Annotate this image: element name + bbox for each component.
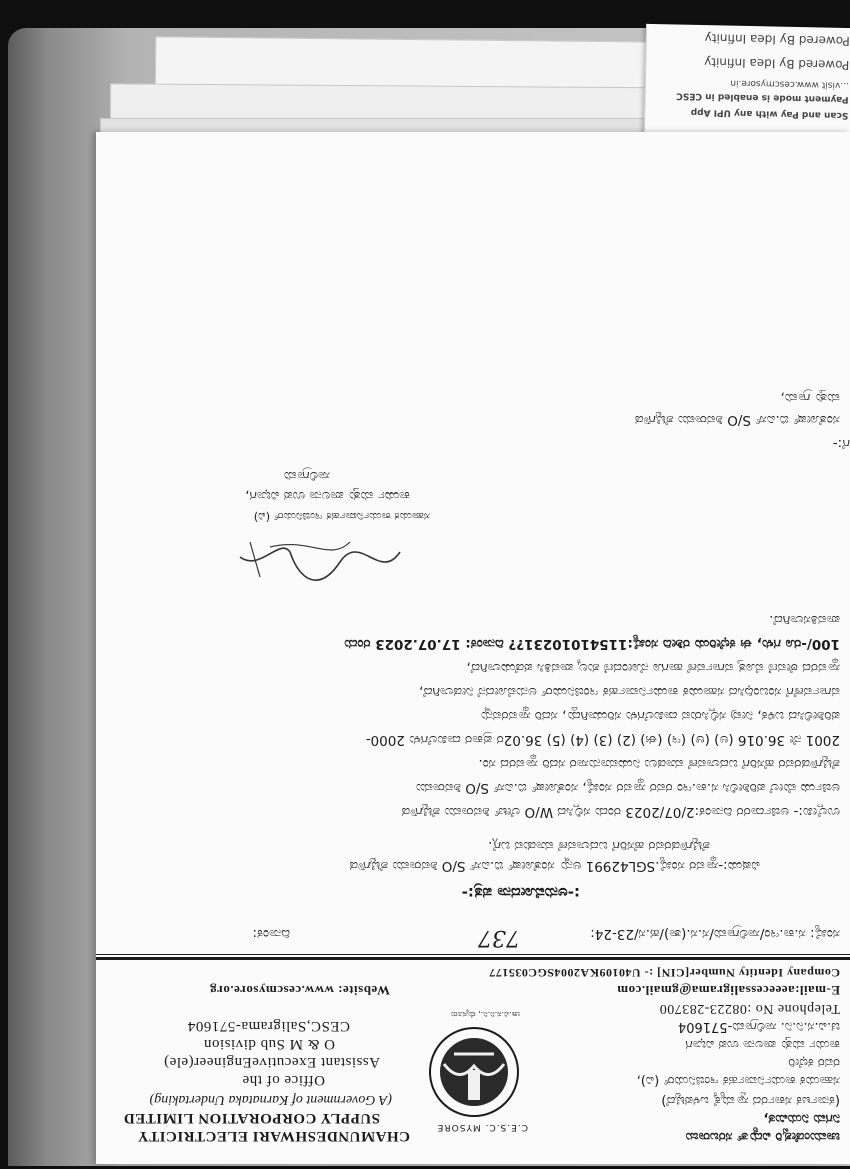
addressee-place: ಮತ್ತು ಗ್ರಾಮ, bbox=[780, 390, 840, 406]
body-line: 2001 ನೇ 36.016 (ಅ) (ಆ) (ಇ) (ಈ) (2) (3) (4) (5) 36.02ರ ಪ್ರಕಾರ ದಾಖಲೆಗಳು 2000- bbox=[365, 732, 840, 748]
date-label: ದಿನಾಂಕ: bbox=[252, 926, 290, 942]
header-divider bbox=[96, 957, 850, 960]
subject-line: ಶೆಟ್ಟಿಗೌಡರವರ ಹೆಸರಿಗೆ ಬದಲಾವಣೆ ಮಾಡುವ ಬಗ್ಗೆ. bbox=[488, 838, 710, 854]
office-kn: ರವರ ಕಛೇರಿ bbox=[788, 1055, 840, 1070]
office-kn: ಕಾರ್ಯ ಮತ್ತು ಪಾಲನಾ ಉಪ ವಿಭಾಗ bbox=[685, 1037, 840, 1052]
office-en: CESC,Saligrama-571604 bbox=[187, 1018, 350, 1034]
body-line: ಸ್ಥಾವರದ ಠೇವಣಿ ಮೊತ್ತ ವರ್ಗಾವಣೆ ಹಾಗೂ ನೋಂದಣಿ ಶುಲ್ಕ ಪಾವತಿಸಿ ಪಡೆಯಲಾಗಿದೆ, bbox=[466, 660, 840, 676]
signature-icon bbox=[210, 522, 410, 592]
org-name-kn: ಚಾಮುಂಡೇಶ್ವರಿ ವಿದ್ಯುತ್ ಸರಬರಾಜು bbox=[685, 1129, 840, 1144]
addressee-name: ಸಂತೋಷ್ ಬಿ.ಎಸ್ S/O ಶಿವರಾಮು ಶೆಟ್ಟಿಗೌಡ bbox=[634, 412, 840, 428]
phone-number: Telephone No :08223-283700 bbox=[659, 1001, 840, 1016]
logo-subcaption: ಚಾ.ವಿ.ಸ.ನಿ.ನಿ., ಮೈಸೂರು bbox=[450, 1010, 520, 1019]
cesc-logo-icon bbox=[424, 1024, 524, 1124]
signatory-title: ಸಹಾಯಕ ಕಾರ್ಯನಿರ್ವಾಹಕ ಇಂಜಿನಿಯರ್ (ವಿ) bbox=[253, 510, 430, 524]
approval-letter-title: :-ಅನುಮೋದನಾ ಪತ್ರ:- bbox=[461, 884, 580, 902]
receipt-line: Powered By Idea Infinity bbox=[704, 31, 850, 49]
receipt-line: ...visit www.cescmysore.in bbox=[730, 77, 850, 91]
office-en: Assistant ExecutiveEngineer(ele) bbox=[163, 1054, 380, 1070]
office-en: Office of the bbox=[242, 1072, 325, 1088]
receipt-line: Payment mode is enabled in CESC bbox=[676, 90, 849, 105]
org-name-en: CHAMUNDESHWARI ELECTRICITY bbox=[137, 1128, 410, 1144]
company-cin: Company Identity Number[CIN] :- U40109KA2004SGC035177 bbox=[488, 966, 840, 980]
org-govt-en: (A Government of Karnataka Undertaking) bbox=[149, 1092, 392, 1107]
signatory-place: ಸಾಲಿಗ್ರಾಮ bbox=[283, 468, 330, 484]
letter-page bbox=[96, 132, 850, 1164]
org-name-en: SUPPLY CORPORATION LIMITED bbox=[123, 1110, 380, 1126]
reference-number: ಸಂಖ್ಯೆ: ಸ.ಕಾ.ಇಂ/ಸಾಲಿಗ್ರಾಮ/ಸ.ಸ.(ತಾ)/ಹ.ಸ/23-24: bbox=[590, 926, 840, 942]
payment-receipt-slip bbox=[644, 24, 850, 136]
to-label: ಗೆ:- bbox=[832, 436, 850, 452]
org-name-kn: ನಿಗಮ ನಿಯಮಿತ, bbox=[763, 1111, 840, 1126]
org-govt-kn: (ಕರ್ನಾಟಕ ಸರ್ಕಾರದ ಸ್ವಾಮ್ಯಕ್ಕೆ ಒಳಪಟ್ಟಿದೆ) bbox=[661, 1093, 840, 1108]
office-kn: ಸಹಾಯಕ ಕಾರ್ಯನಿರ್ವಾಹಕ ಇಂಜಿನಿಯರ್ (ವಿ), bbox=[636, 1073, 840, 1088]
letter-content bbox=[96, 132, 850, 1164]
body-line: ಪಾವತಿಸಲಾಗಿದೆ. bbox=[769, 612, 840, 628]
logo-caption: C.E.S.C. MYSORE bbox=[436, 1122, 528, 1132]
signatory-title: ಕಾರ್ಯ ಮತ್ತು ಪಾಲನಾ ಉಪ ವಿಭಾಗ, bbox=[245, 488, 410, 504]
office-en: O & M Sub division bbox=[203, 1036, 335, 1052]
body-line: ಶೆಟ್ಟಿಗೌಡರವರ ಹೆಸರಿಗೆ ಬದಲಾವಣೆ ಮಾಡಲು ನಿಯಮಾನುಸಾರ ಸದರಿ ಸ್ಥಾವರದ ಸಂ. bbox=[478, 756, 840, 772]
email-address: E-mail:aeeecessaligrama@gmail.com bbox=[616, 983, 840, 998]
body-line: ಅರ್ಜಿಯ ಮೇಲೆ ಪರಿಶೀಲಿಸಿ ಸ.ಕಾ.ಇಂ ರವರ ಸ್ಥಾವರ ಸಂಖ್ಯೆ, ಸಂತೋಷ್ ಬಿ.ಎಸ್ S/O ಶಿವರಾಮು bbox=[415, 780, 840, 796]
body-line: ಉಲ್ಲೇಖ:- ಅರ್ಜಿದಾರರ ದಿನಾಂಕ:2/07/2023 ರಂದು ಸಲ್ಲಿಸಿದ W/O ಲೇಟ್ ಶಿವರಾಮು ಶೆಟ್ಟಿಗೌಡ bbox=[401, 804, 840, 820]
body-line: ಪರಿಶೀಲಿಸಿದ ಬಳಿಕ, ನೀವು ಸಲ್ಲಿಸಿರುವ ದಾಖಲೆಗಳು ಸರಿಯಾಗಿದ್ದು, ಸದರಿ ಸ್ಥಾವರವನ್ನು bbox=[479, 708, 840, 724]
body-line: ವರ್ಗಾವಣೆಗೆ ಸಂಬಂಧಿಸಿದ ಸಹಾಯಕ ಕಾರ್ಯನಿರ್ವಾಹಕ ಇಂಜಿನಿಯರ್ ಅನುಮೋದನೆ ನೀಡಲಾಗಿದೆ, bbox=[418, 684, 840, 700]
header-divider bbox=[96, 954, 850, 955]
body-line: 100/-ರೂ ಗಳು, ಈ ಕಛೇರಿಯ ರಶೀದಿ ಸಂಖ್ಯೆ:11541010231?? ದಿನಾಂಕ: 17.07.2023 ರಂದು bbox=[344, 636, 840, 652]
receipt-line: Scan and Pay with any UPI App bbox=[690, 106, 849, 121]
office-kn: ಚ.ವಿ.ಸ.ನಿ.ನಿ. ಸಾಲಿಗ್ರಾಮ-571604 bbox=[677, 1019, 840, 1034]
website-url: Website: www.cescmysore.org bbox=[209, 983, 390, 998]
receipt-line: Powered By Idea Infinity bbox=[704, 55, 850, 73]
handwritten-number: 737 bbox=[478, 925, 520, 950]
subject-line: ವಿಷಯ:-ಸ್ಥಾವರ ಸಂಖ್ಯೆ.SGL42991 ಅನ್ನು ಸಂತೋಷ್ ಬಿ.ಎಸ್ S/O ಶಿವರಾಮು ಶೆಟ್ಟಿಗೌಡ bbox=[349, 858, 760, 874]
